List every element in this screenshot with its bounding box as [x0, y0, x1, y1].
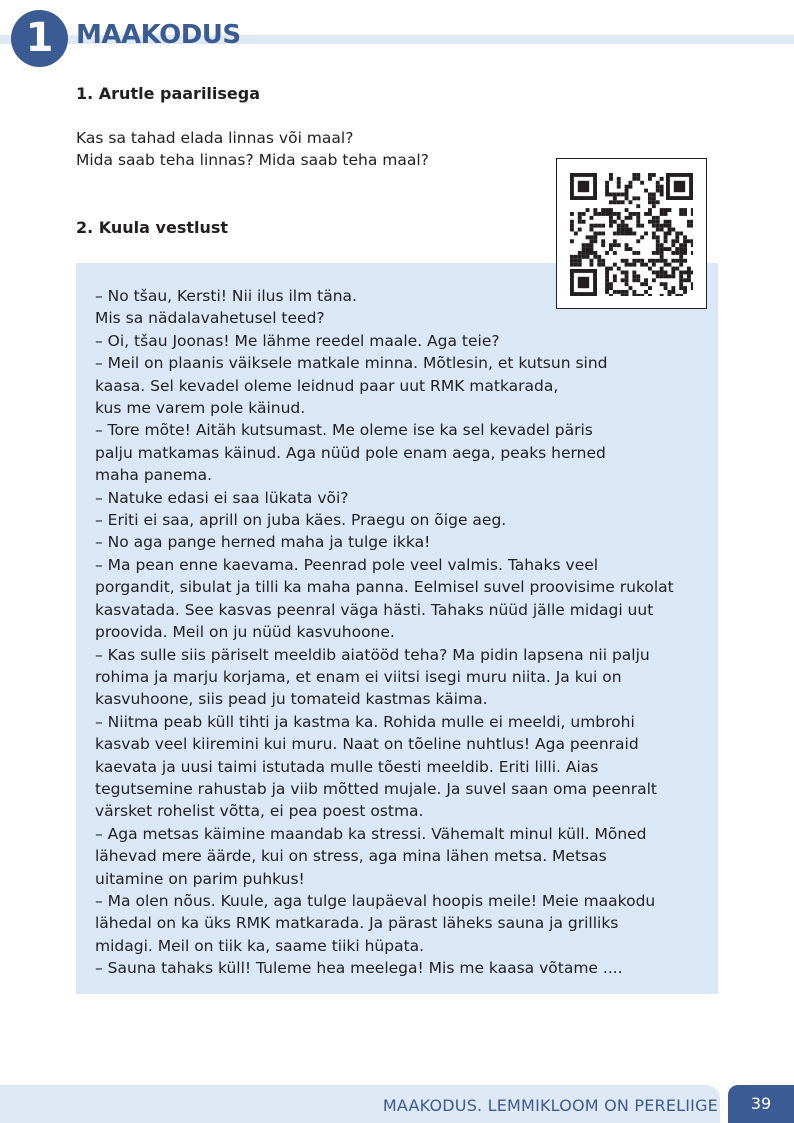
dialog-line: – Meil on plaanis väiksele matkale minna. Mõtlesin, et kutsun sind [95, 354, 608, 373]
dialog-line: – Kas sulle siis päriselt meeldib aiatööd teha? Ma pidin lapsena nii palju [95, 645, 650, 664]
dialog-line: Mis sa nädalavahetusel teed? [95, 309, 325, 328]
page-number: 39 [728, 1085, 794, 1123]
dialog-line: – Aga metsas käimine maandab ka stressi. Vähemalt minul küll. Mõned [95, 824, 647, 843]
dialog-line: midagi. Meil on tiik ka, saame tiiki hüpata. [95, 936, 425, 955]
dialog-line: tegutsemine rahustab ja viib mõtted mujale. Ja suvel saan oma peenralt [95, 779, 657, 798]
qr-code-icon[interactable] [556, 158, 707, 309]
dialog-line: – No tšau, Kersti! Nii ilus ilm täna. [95, 287, 357, 305]
dialog-line: – Ma pean enne kaevama. Peenrad pole veel valmis. Tahaks veel [95, 555, 599, 574]
dialog-line: maha panema. [95, 466, 213, 485]
question-line: Kas sa tahad elada linnas või maal? [76, 129, 354, 147]
dialog-line: – Tore mõte! Aitäh kutsumast. Me oleme ise ka sel kevadel päris [95, 421, 593, 440]
dialog-line: värsket rohelist võtta, ei pea poest ostma. [95, 802, 424, 821]
dialog-line: – Niitma peab küll tihti ja kastma ka. Rohida mulle ei meeldi, umbrohi [95, 712, 635, 731]
dialog-line: – Oi, tšau Joonas! Me lähme reedel maale. Aga teie? [95, 331, 500, 350]
running-title: MAAKODUS. LEMMIKLOOM ON PERELIIGE [382, 1096, 718, 1115]
dialog-line: kaevata ja uusi taimi istutada mulle tõesti meeldib. Eriti lilli. Aias [95, 757, 599, 776]
exercise-2-heading: 2. Kuula vestlust [76, 218, 229, 237]
dialog-line: – Natuke edasi ei saa lükata või? [95, 488, 349, 507]
dialog-line: palju matkamas käinud. Aga nüüd pole enam aega, peaks herned [95, 443, 606, 462]
dialog-line: kasvuhoone, siis pead ju tomateid kastmas käima. [95, 690, 488, 709]
dialog-line: kasvatada. See kasvas peenral väga hästi. Tahaks nüüd jälle midagi uut [95, 600, 654, 619]
dialog-line: kus me varem pole käinud. [95, 399, 306, 418]
dialog-line: porgandit, sibulat ja tilli ka maha panna. Eelmisel suvel proovisime rukolat [95, 578, 674, 597]
dialog-line: uitamine on parim puhkus! [95, 869, 305, 888]
dialog-line: – Ma olen nõus. Kuule, aga tulge laupäeval hoopis meile! Meie maakodu [95, 891, 656, 910]
dialog-line: – No aga pange herned maha ja tulge ikka! [95, 533, 431, 552]
question-line: Mida saab teha linnas? Mida saab teha maal? [76, 151, 429, 169]
dialog-line: lähevad mere äärde, kui on stress, aga mina lähen metsa. Metsas [95, 847, 607, 866]
dialog-line: rohima ja marju korjama, et enam ei viitsi isegi muru niita. Ja kui on [95, 667, 622, 686]
dialog-line: – Sauna tahaks küll! Tuleme hea meelega! Mis me kaasa võtame .... [95, 959, 623, 978]
qr-code-icon [570, 173, 693, 296]
dialog-line: kasvab veel kiiremini kui muru. Naat on tõeline nuhtlus! Aga peenraid [95, 735, 639, 754]
dialog-line: proovida. Meil on ju nüüd kasvuhoone. [95, 623, 395, 642]
dialog-line: – Eriti ei saa, aprill on juba käes. Praegu on õige aeg. [95, 511, 507, 530]
chapter-number-badge: 1 [11, 10, 68, 67]
dialog-text [95, 285, 700, 980]
exercise-1-heading: 1. Arutle paarilisega [76, 84, 261, 103]
dialog-line: kaasa. Sel kevadel oleme leidnud paar uut RMK matkarada, [95, 376, 559, 395]
exercise-1-questions [76, 127, 429, 171]
chapter-title: MAAKODUS [76, 20, 241, 50]
dialog-line: lähedal on ka üks RMK matkarada. Ja pärast läheks sauna ja grilliks [95, 914, 619, 933]
